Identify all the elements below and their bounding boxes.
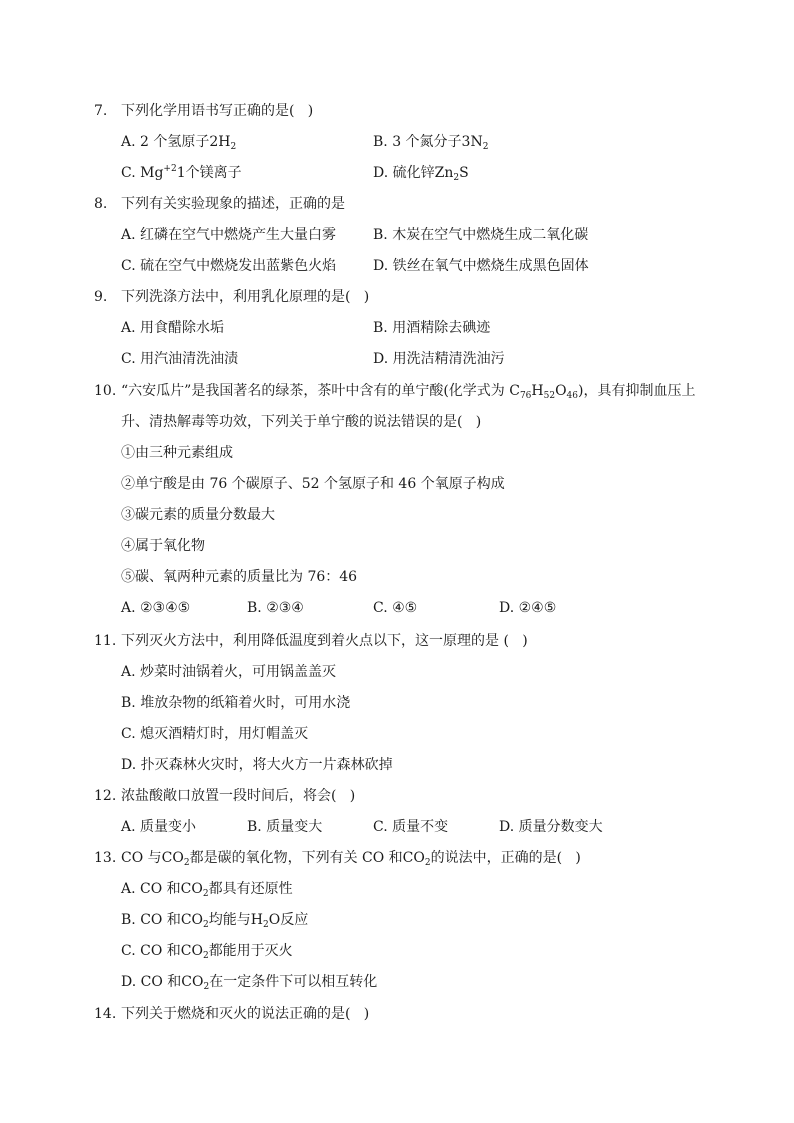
option-c: C. $Mg^{+2}1$个镁离子	[121, 164, 242, 181]
option-a: A. 红磷在空气中燃烧产生大量白雾	[121, 227, 337, 243]
question-number: 8.	[94, 196, 108, 212]
option-a: A. ②③④⑤	[121, 600, 191, 616]
question-stem: “六安瓜片”是我国著名的绿茶，茶叶中含有的单宁酸(化学式为 $C_{76}H_{52}O_{46}$)，具有抑制血压上	[121, 383, 696, 401]
question-stem: 下列关于燃烧和灭火的说法正确的是( )	[121, 1006, 370, 1022]
question-number: 11.	[94, 633, 117, 649]
option-d: D. 铁丝在氧气中燃烧生成黑色固体	[373, 258, 589, 274]
option-b: B. 质量变大	[247, 819, 323, 835]
question-stem: 下列有关实验现象的描述，正确的是	[121, 196, 345, 212]
option-d: D. 用洗洁精清洗油污	[373, 351, 505, 367]
option-b: B. 3 个氮分子$3N_2$	[373, 134, 489, 152]
option-d: D. 硫化锌$Zn_2S$	[373, 165, 469, 183]
question-stem: CO 与$CO_2$都是碳的氧化物，下列有关 CO 和$CO_2$的说法中，正确的是( )	[121, 850, 581, 868]
question-stem: 下列化学用语书写正确的是( )	[121, 103, 314, 119]
option-a: A. 用食醋除水垢	[121, 320, 225, 336]
question-number: 10.	[94, 383, 117, 399]
option-b: B. ②③④	[247, 600, 304, 616]
question-number: 9.	[94, 289, 108, 305]
option-a: A. 2 个氢原子$2H_2$	[121, 134, 237, 152]
question-number: 13.	[94, 850, 117, 866]
exam-page: 7. 下列化学用语书写正确的是( ) A. 2 个氢原子$2H_2$ B. 3 个氮分子$3N_2$ C. $Mg^{+2}1$个镁离子 D. 硫化锌$Zn_2S$ 8. 下列有关实验现象的描述，正确的是 A. 红磷在空气中燃烧产生大量白雾 B. 木炭在空气中燃烧生成二氧化碳 C. 硫在空气中燃烧发出蓝紫色火焰 D. 铁丝在氧气中燃烧生成黑色固体 9. 下列洗涤方法中，利用乳化原理的是( ) A. 用食醋除水垢 B. 用酒精除去碘迹 C. 用汽油清洗油渍 D. 用洗洁精清洗油污 10. “六安瓜片”是我国著名的绿茶，茶叶中含有的单宁酸(化学式为 $C_{76}H_{52}O_{46}$)，具有抑制血压上 升、清热解毒等功效，下列关于单宁酸的说法错误的是( ) ①由三种元素组成 ②单宁酸是由 76 个碳原子、52 个氢原子和 46 个氧原子构成 ③碳元素的质量分数最大 ④属于氧化物 ⑤碳、氧两种元素的质量比为 76：46 A. ②③④⑤ B. ②③④ C. ④⑤ D. ②④⑤ 11. 下列灭火方法中，利用降低温度到着火点以下，这一原理的是 ( ) A. 炒菜时油锅着火，可用锅盖盖灭 B. 堆放杂物的纸箱着火时，可用水浇 C. 熄灭酒精灯时，用灯帽盖灭 D. 扑灭森林火灾时，将大火方一片森林砍掉 12. 浓盐酸敞口放置一段时间后，将会( ) A. 质量变小 B. 质量变大 C. 质量不变 D. 质量分数变大 13. CO 与$CO_2$都是碳的氧化物，下列有关 CO 和$CO_2$的说法中，正确的是( ) A. CO 和$CO_2$都具有还原性 B. CO 和$CO_2$均能与$H_2O$反应 C. CO 和$CO_2$都能用于灭火 D. CO 和$CO_2$在一定条件下可以相互转化 14. 下列关于燃烧和灭火的说法正确的是( )	[94, 103, 696, 1022]
option-a: A. 质量变小	[121, 819, 197, 835]
question-stem: 下列洗涤方法中，利用乳化原理的是( )	[121, 289, 370, 305]
option-b: B. 用酒精除去碘迹	[373, 320, 491, 336]
question-number: 14.	[94, 1006, 117, 1022]
option-c: C. 用汽油清洗油渍	[121, 351, 239, 367]
question-number: 7.	[94, 103, 108, 119]
option-c: C. 质量不变	[373, 819, 449, 835]
option-d: D. ②④⑤	[499, 600, 557, 616]
question-stem-continued: 升、清热解毒等功效，下列关于单宁酸的说法错误的是( )	[121, 414, 482, 430]
option-b: B. 木炭在空气中燃烧生成二氧化碳	[373, 227, 589, 243]
option-c: C. 硫在空气中燃烧发出蓝紫色火焰	[121, 258, 337, 274]
option-c: C. ④⑤	[373, 600, 418, 616]
question-stem: 浓盐酸敞口放置一段时间后，将会( )	[121, 788, 356, 804]
question-number: 12.	[94, 788, 117, 804]
question-stem: 下列灭火方法中，利用降低温度到着火点以下，这一原理的是 ( )	[121, 633, 528, 649]
option-d: D. 质量分数变大	[499, 819, 603, 835]
